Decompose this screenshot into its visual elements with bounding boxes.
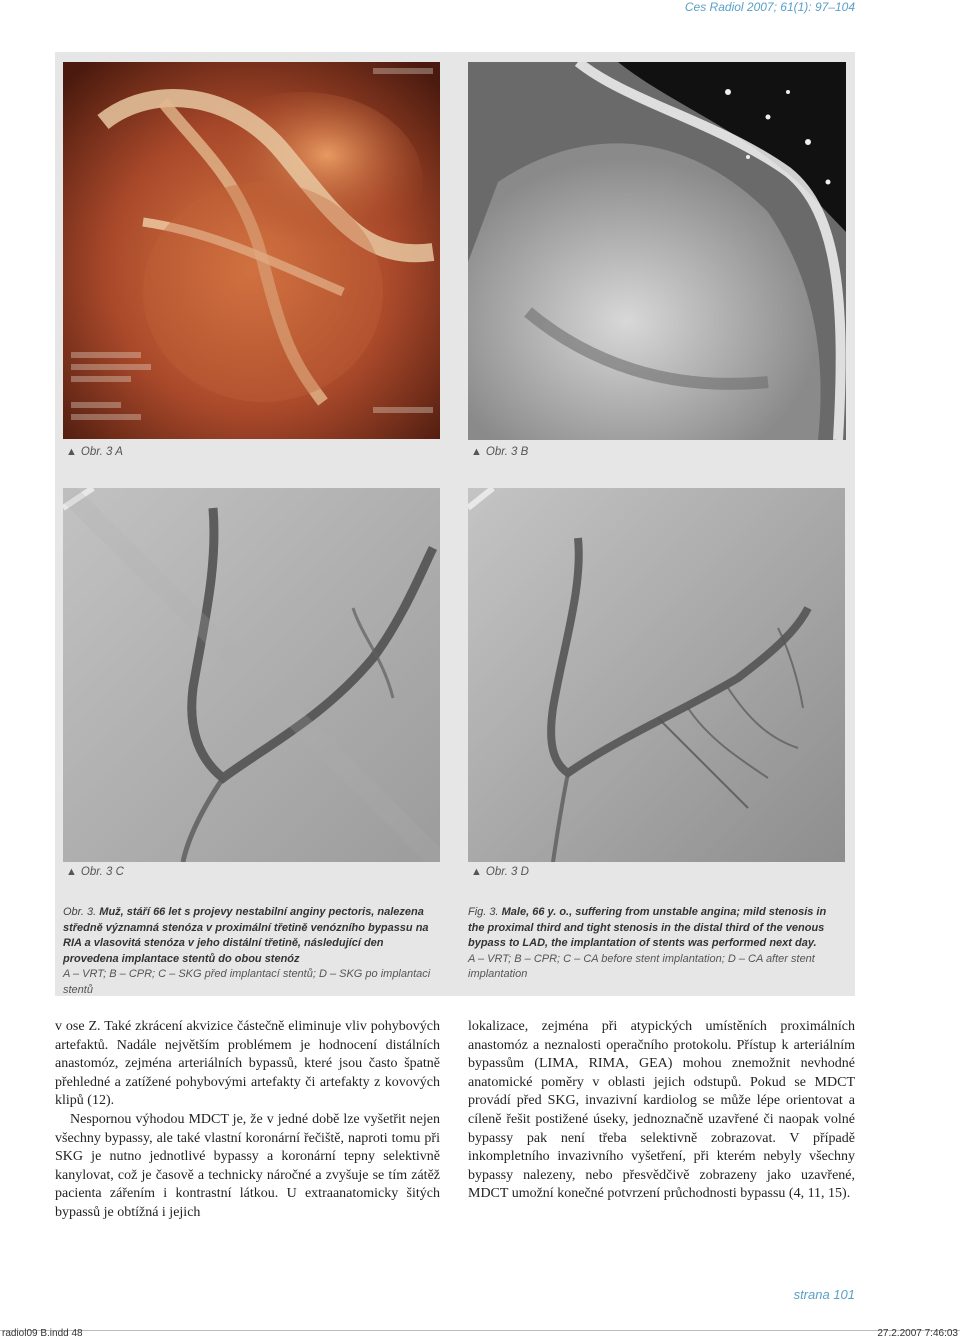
- caption-description: Male, 66 y. o., suffering from unstable angina; mild stenosis in the proximal third and tight stenosis in the distal third of the venous bypass to LAD, the implantation of stents was performed next day.: [468, 906, 827, 949]
- caption-label: Obr. 3 B: [485, 446, 529, 458]
- caption-label: Obr. 3 D: [485, 866, 529, 878]
- caption-image-d: [471, 866, 529, 878]
- image-angiography-after: [468, 488, 845, 862]
- caption-legend: A – VRT; B – CPR; C – CA before stent implantation; D – CA after stent implantation: [468, 952, 815, 980]
- caption-image-c: [66, 866, 124, 878]
- figure-caption-czech: [63, 905, 440, 998]
- caption-label: Obr. 3 A: [80, 446, 123, 458]
- footer-divider: [0, 1330, 960, 1331]
- body-column-right: [468, 1018, 855, 1204]
- paragraph: Nespornou výhodou MDCT je, že v jedné době lze vyšetřit nejen všechny bypassy, ale také vlastní koronární řečiště, naproti tomu při SKG je nutno jednotlivé bypassy a koronární tepny selektivně kanylovat, což je časově a technicky náročné a zvyšuje se tím zátěž pacienta zářením i kontrastní látkou. U extraanatomicky šitých bypassů je obtížná i jejich: [55, 1111, 440, 1220]
- triangle-up-icon: ▲: [471, 446, 482, 458]
- triangle-up-icon: ▲: [66, 446, 77, 458]
- journal-reference: Ces Radiol 2007; 61(1): 97–104: [684, 0, 855, 14]
- caption-image-b: [471, 446, 528, 458]
- body-column-left: [55, 1018, 440, 1223]
- caption-label: Fig. 3.: [468, 906, 499, 918]
- image-angiography-before: [63, 488, 440, 862]
- page-number: strana 101: [793, 1287, 855, 1302]
- figure-caption-english: [468, 905, 845, 983]
- image-vrt: [63, 62, 440, 439]
- caption-legend: A – VRT; B – CPR; C – SKG před implantací stentů; D – SKG po implantaci stentů: [63, 968, 431, 996]
- paragraph: lokalizace, zejména při atypických umístěních proximálních anastomóz a neznalosti operačního protokolu. Přístup k arteriálním bypassům (LIMA, RIMA, GEA) mohou znemožnit nevhodné anatomické poměry v oblasti jejich odstupů. Pokud se MDCT provádí před SKG, invazivní kardiolog se může lépe orientovat a cíleně řešit postižené úseky, jednoznačně uzavřené či naopak volné bypassy pak není třeba selektivně zobrazovat. V případě inkompletního invazivního vyšetření, při kterém nebyly všechny bypassy nalezeny, nebo přesvědčivě zobrazeny jako uzavřené, MDCT umožní konečné potvrzení průchodnosti bypassu (4, 11, 15).: [468, 1019, 855, 1202]
- caption-image-a: [66, 446, 123, 458]
- image-cpr: [468, 62, 846, 440]
- file-name: radiol09 B.indd 48: [2, 1328, 83, 1339]
- caption-label: Obr. 3.: [63, 906, 97, 918]
- paragraph: v ose Z. Také zkrácení akvizice částečně eliminuje vliv pohybových artefaktů. Nadále největším problémem je hodnocení distálních anastomóz, zejména arteriálních bypassů, které jsou často špatně přehledné a zatížené pohybovými artefakty či artefakty z kovových klipů (12).: [55, 1019, 440, 1109]
- triangle-up-icon: ▲: [66, 866, 77, 878]
- caption-label: Obr. 3 C: [80, 866, 124, 878]
- caption-description: Muž, stáří 66 let s projevy nestabilní anginy pectoris, nalezena středně významná stenóza v proximální třetině venózního bypassu na RIA a vlasovitá stenóza v jeho distální třetině, následující den provedena implantace stentů do obou stenóz: [63, 906, 429, 965]
- triangle-up-icon: ▲: [471, 866, 482, 878]
- file-timestamp: 27.2.2007 7:46:03: [877, 1328, 958, 1339]
